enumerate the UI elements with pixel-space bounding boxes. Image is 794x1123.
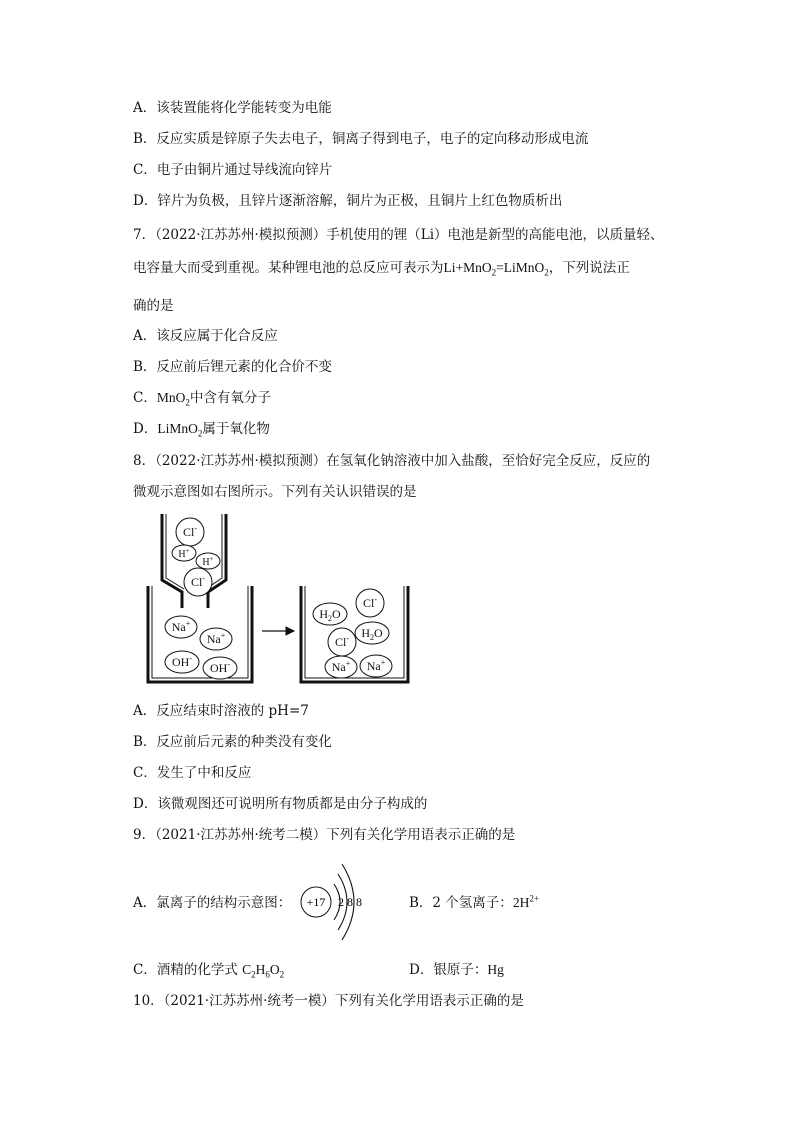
q10-stem: 10．（2021·江苏苏州·统考一模）下列有关化学用语表示正确的是 [133,993,524,1009]
q8-option-d: D．该微观图还可说明所有物质都是由分子构成的 [133,796,428,812]
q7-option-d: D．LiMnO$_2$属于氧化物 [133,421,270,439]
label-na-2: Na+ [206,631,226,646]
q9-option-a: A．氯离子的结构示意图： [133,895,292,911]
q8-stem-line2: 微观示意图如右图所示。下列有关认识错误的是 [133,484,417,500]
limno2-formula: LiMnO$_2$ [157,421,203,439]
q7-stem-line1: 7．（2022·江苏苏州·模拟预测）手机使用的锂（Li）电池是新型的高能电池，以质量轻、 [133,227,664,243]
label-oh-1: OH- [171,654,193,669]
q7-stem-line3: 确的是 [133,298,174,314]
label-cl-1: Cl- [182,524,198,539]
nucleus-charge: +17 [306,895,326,909]
q7-option-b: B．反应前后锂元素的化合价不变 [133,359,332,375]
q7-equation: Li+MnO$_2$=LiMnO$_2$ [443,260,549,278]
q7-option-a: A．该反应属于化合反应 [133,328,278,344]
q9-option-b: B．2 个氢离子：$2H^{2+}$ [409,893,539,911]
q8-option-b: B．反应前后元素的种类没有变化 [133,734,332,750]
label-h-1: H+ [178,547,190,560]
q7-stem-line2-post: ，下列说法正 [548,260,630,276]
q7-option-c: C．MnO$_2$中含有氧分子 [133,390,271,408]
q6-option-d: D．锌片为负极，且锌片逐渐溶解，铜片为正极，且铜片上红色物质析出 [133,193,563,209]
ethanol-formula: $C_2H_6O_2$ [242,962,285,980]
label-na-4: Na+ [366,658,386,673]
q8-option-a: A．反应结束时溶液的 pH=7 [133,703,309,719]
q6-option-b: B．反应实质是锌原子失去电子，铜离子得到电子，电子的定向移动形成电流 [133,131,589,147]
neutralization-diagram [138,510,438,690]
label-na-3: Na+ [331,659,351,674]
silver-atom-formula: Hg [487,962,504,977]
label-h2o-1: $H_2O$ [319,607,341,623]
shell-electron-counts: 2 8 8 [338,895,362,909]
q6-option-c: C．电子由铜片通过导线流向锌片 [133,162,333,178]
chloride-ion-structure-diagram [298,858,378,946]
label-oh-2: OH- [209,660,231,675]
q6-option-a: A．该装置能将化学能转变为电能 [133,100,332,116]
q7-stem-line2 [133,259,630,277]
reaction-arrow [262,627,294,635]
q9-stem: 9．（2021·江苏苏州·统考二模）下列有关化学用语表示正确的是 [133,827,516,843]
label-cl-2: Cl- [190,574,206,589]
label-na-1: Na+ [171,619,191,634]
q7-stem-line2-pre: 电容量大而受到重视。某种锂电池的总反应可表示为 [133,260,444,276]
label-cl-3: Cl- [362,595,378,610]
hydrogen-ion-formula: $2H^{2+}$ [512,893,539,910]
q9-option-c: C．酒精的化学式 $C_2H_6O_2$ [133,962,285,980]
label-h2o-2: $H_2O$ [361,626,383,642]
mno2-formula: MnO$_2$ [156,390,190,408]
q8-option-c: C．发生了中和反应 [133,765,252,781]
label-h-2: H+ [202,555,214,568]
label-cl-4: Cl- [334,634,350,649]
q9-option-d: D．银原子：Hg [409,962,504,978]
q8-stem-line1: 8．（2022·江苏苏州·模拟预测）在氢氧化钠溶液中加入盐酸，至恰好完全反应，反应的 [133,453,651,469]
